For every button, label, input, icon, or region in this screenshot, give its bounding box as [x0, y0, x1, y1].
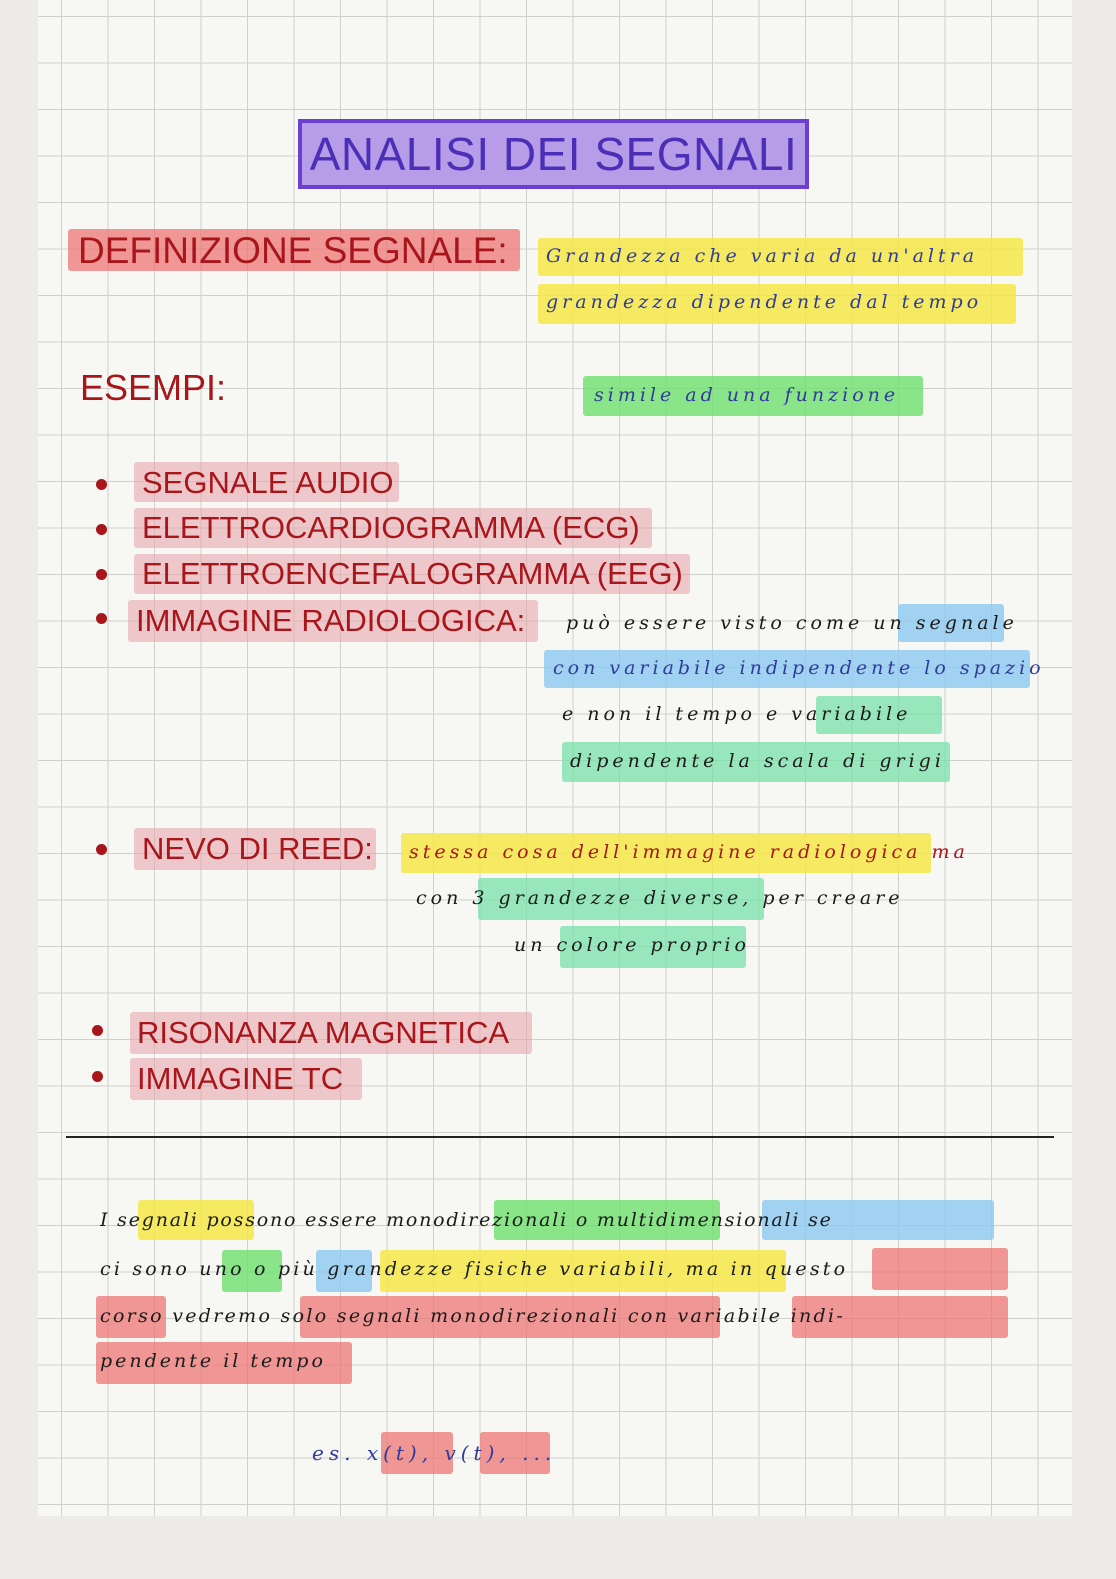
example-item: IMMAGINE RADIOLOGICA:	[136, 603, 526, 638]
definition-note-line1: Grandezza che varia da un'altra	[546, 245, 979, 267]
bullet	[92, 1071, 103, 1082]
example-item: IMMAGINE TC	[137, 1061, 344, 1096]
page-title: ANALISI DEI SEGNALI	[309, 128, 798, 180]
example-item: NEVO DI REED:	[142, 831, 373, 866]
radiologica-note-line3: e non il tempo e variabile	[562, 703, 912, 725]
highlight	[872, 1248, 1008, 1290]
example-item: ELETTROCARDIOGRAMMA (ECG)	[142, 510, 640, 545]
radiologica-note-line4: dipendente la scala di grigi	[570, 750, 945, 772]
bullet	[96, 613, 107, 624]
divider	[66, 1136, 1054, 1138]
page-title-box	[298, 119, 809, 189]
example-item: RISONANZA MAGNETICA	[137, 1015, 510, 1050]
radiologica-note-line1: può essere visto come un segnale	[566, 612, 1018, 634]
example-item: SEGNALE AUDIO	[142, 465, 394, 500]
nevo-note-line2: con 3 grandezze diverse, per creare	[416, 887, 904, 909]
bullet	[96, 844, 107, 855]
paragraph-example: es. x(t), v(t), ...	[312, 1441, 557, 1465]
paragraph-line4: pendente il tempo	[100, 1350, 326, 1372]
definition-note-line2: grandezza dipendente dal tempo	[546, 291, 983, 313]
bullet	[96, 524, 107, 535]
paragraph-line1: I segnali possono essere monodirezionali o multidimensionali se	[100, 1209, 833, 1231]
nevo-note-line1: stessa cosa dell'immagine radiologica ma	[409, 841, 969, 863]
radiologica-note-line2: con variabile indipendente lo spazio	[553, 657, 1045, 679]
bullet	[96, 569, 107, 580]
bullet	[96, 479, 107, 490]
definition-heading: DEFINIZIONE SEGNALE:	[78, 230, 508, 271]
paragraph-line3: corso vedremo solo segnali monodirezionali con variabile indi-	[100, 1305, 846, 1327]
nevo-note-line3: un colore proprio	[514, 934, 750, 956]
examples-heading: ESEMPI:	[80, 367, 227, 408]
definition-note-line3: simile ad una funzione	[594, 384, 900, 406]
example-item: ELETTROENCEFALOGRAMMA (EEG)	[142, 556, 683, 591]
paragraph-line2: ci sono uno o più grandezze fisiche variabili, ma in questo	[100, 1258, 849, 1280]
bullet	[92, 1025, 103, 1036]
